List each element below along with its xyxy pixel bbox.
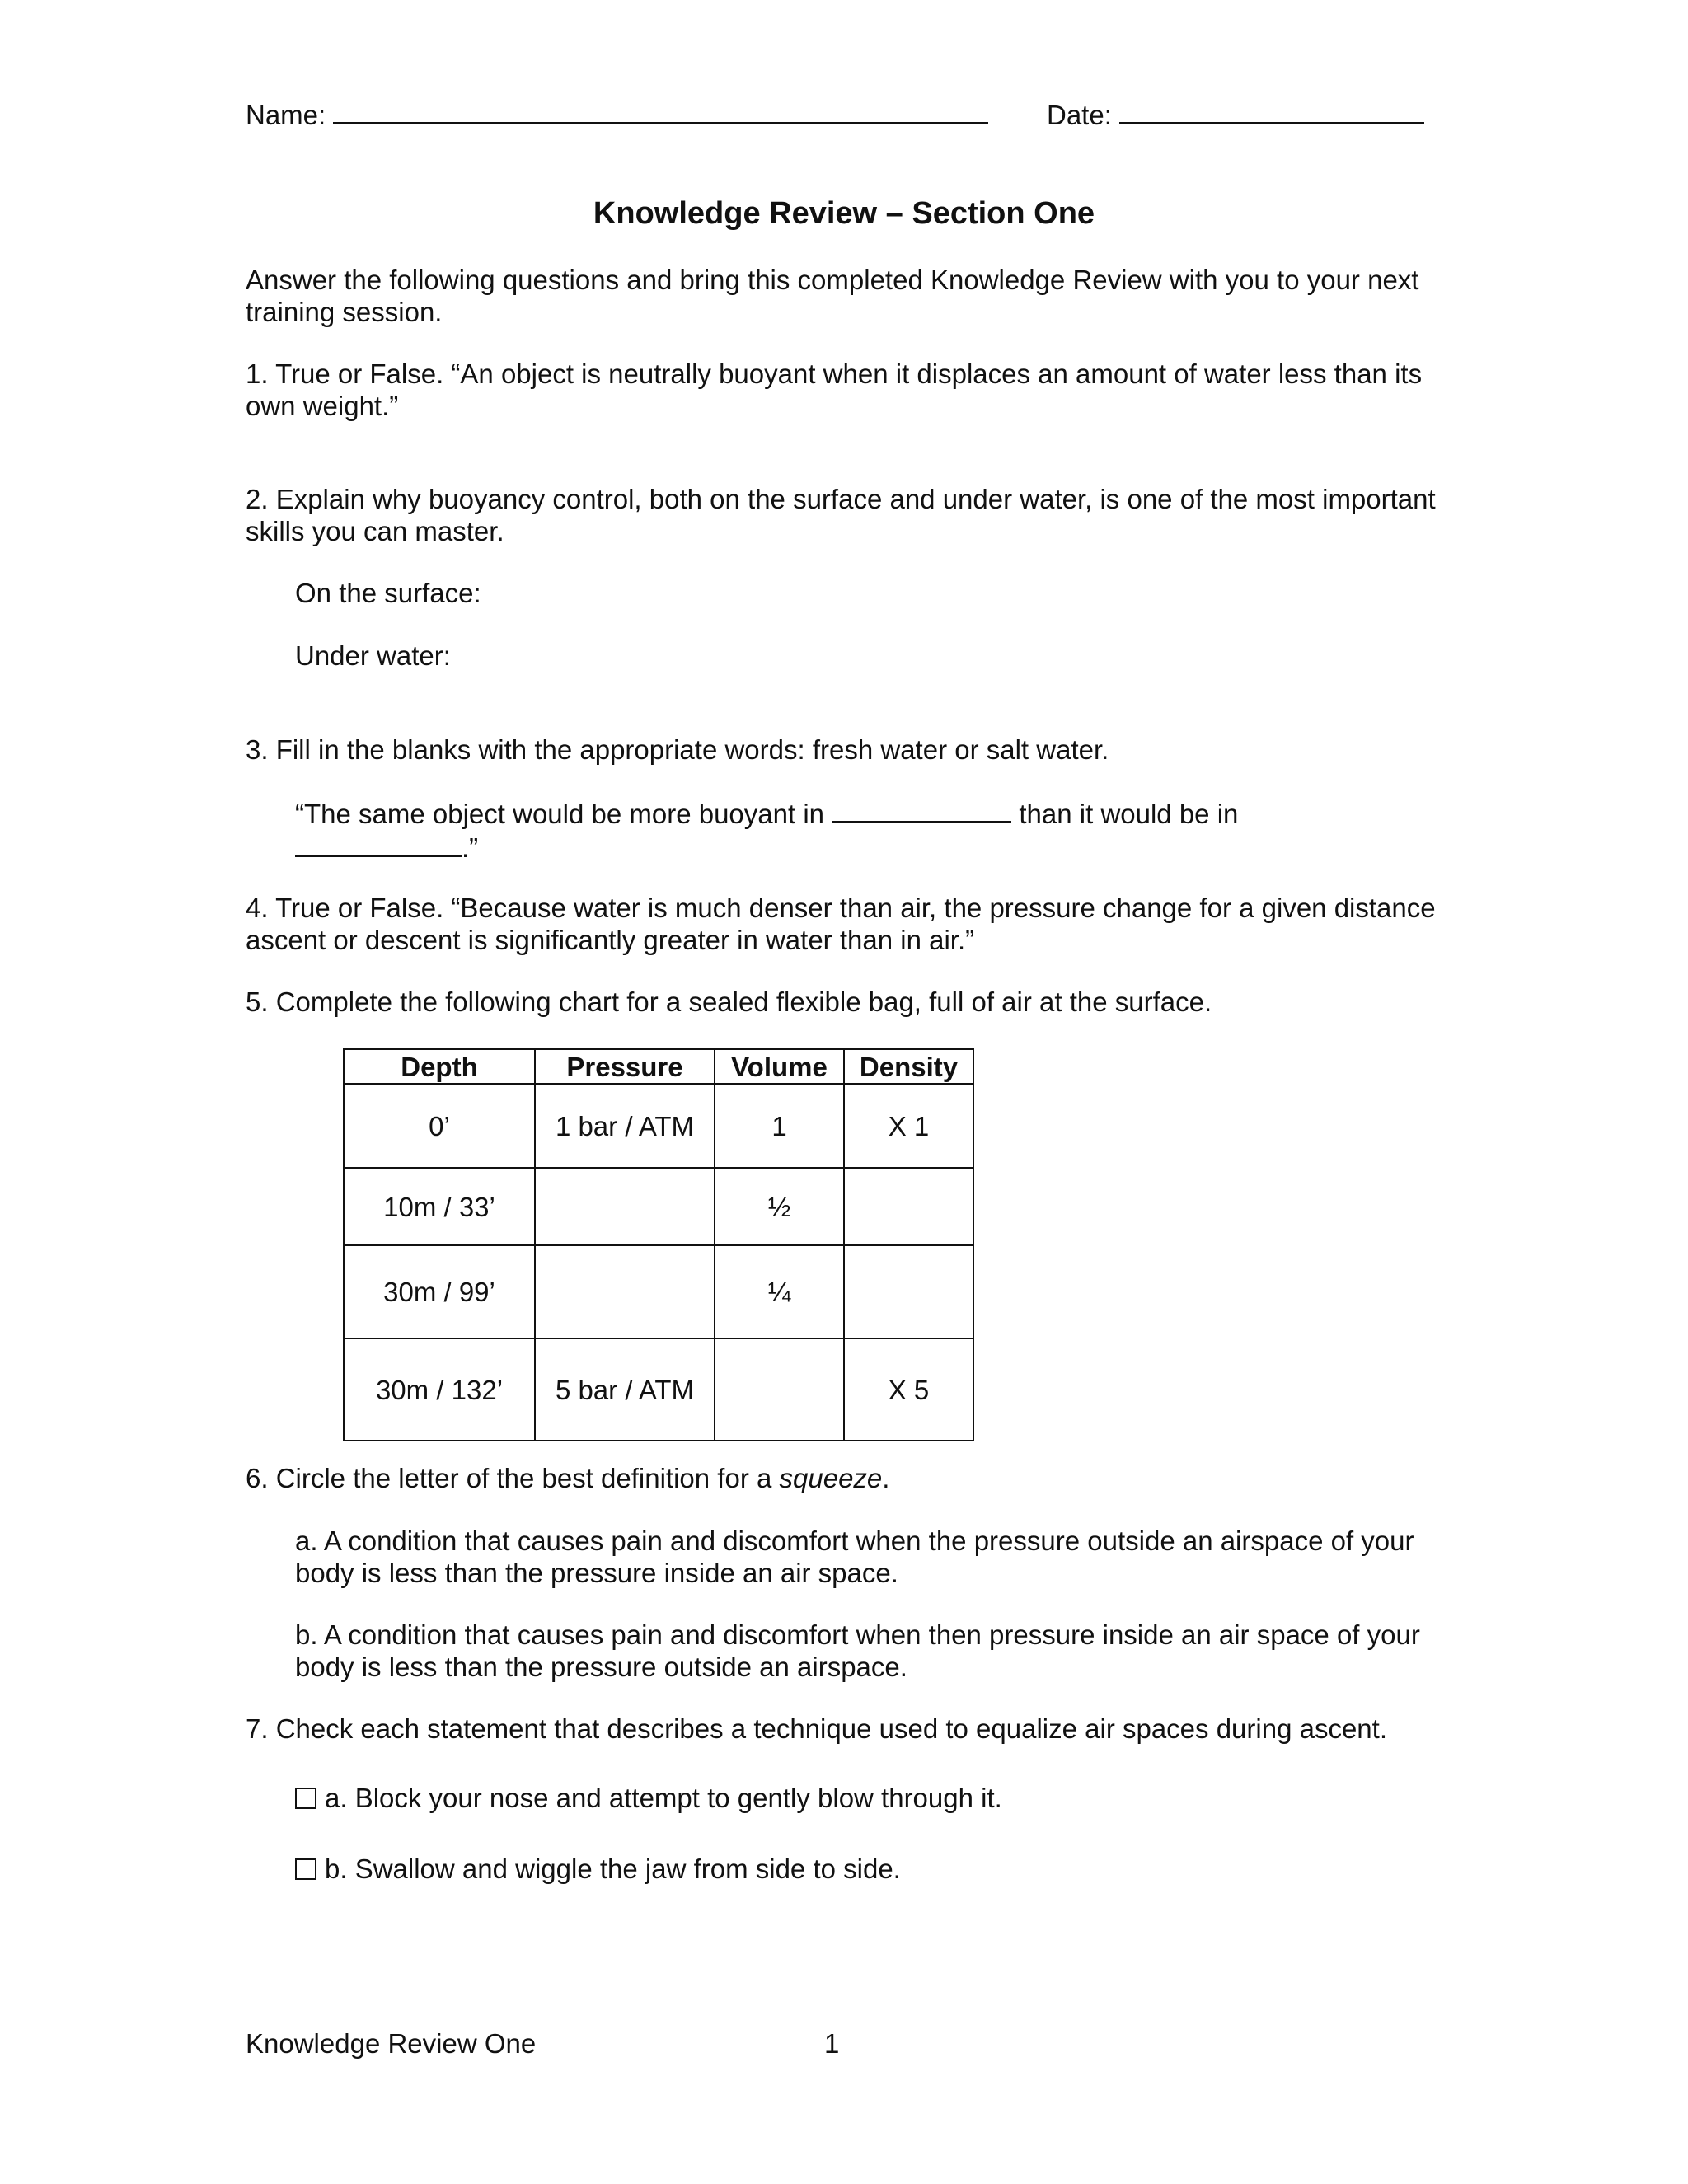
cell-depth: 10m / 33’ xyxy=(344,1168,535,1245)
question-3: 3. Fill in the blanks with the appropriate words: fresh water or salt water. xyxy=(246,734,1109,765)
fill-blank-2[interactable] xyxy=(295,830,462,857)
question-5: 5. Complete the following chart for a sealed flexible bag, full of air at the surface. xyxy=(246,987,1212,1017)
table-row xyxy=(344,1338,973,1441)
date-field xyxy=(1047,97,1424,131)
intro-text: Answer the following questions and bring this completed Knowledge Review with you to your next training session. xyxy=(246,265,1419,327)
checklist-item-a xyxy=(295,1782,1449,1814)
table-header-row xyxy=(344,1049,973,1084)
cell-density: X 1 xyxy=(844,1084,973,1168)
checkbox-b[interactable] xyxy=(295,1858,316,1880)
cell-volume: 1 xyxy=(715,1084,844,1168)
cell-pressure: 5 bar / ATM xyxy=(535,1338,715,1441)
header-pressure: Pressure xyxy=(535,1049,715,1084)
cell-density: X 5 xyxy=(844,1338,973,1441)
buoyancy-chart xyxy=(343,1048,974,1441)
cell-depth: 30m / 132’ xyxy=(344,1338,535,1441)
question-2: 2. Explain why buoyancy control, both on the surface and under water, is one of the most important skills you can master. xyxy=(246,484,1436,546)
page-number: 1 xyxy=(824,2028,840,2059)
question-6-period: . xyxy=(882,1463,890,1493)
question-1: 1. True or False. “An object is neutrally buoyant when it displaces an amount of water less than its own weight.” xyxy=(246,359,1423,421)
page-title: Knowledge Review – Section One xyxy=(593,196,1095,231)
cell-density[interactable] xyxy=(844,1245,973,1338)
question-6-term: squeeze xyxy=(779,1463,883,1493)
header-volume: Volume xyxy=(715,1049,844,1084)
checklist-item-b xyxy=(295,1853,1449,1885)
cell-pressure: 1 bar / ATM xyxy=(535,1084,715,1168)
sentence-end: .” xyxy=(462,832,479,863)
cell-depth: 0’ xyxy=(344,1084,535,1168)
option-a[interactable]: a. A condition that causes pain and discomfort when the pressure outside an airspace of your body is less than the pressure inside an air space. xyxy=(295,1526,1414,1588)
table-row xyxy=(344,1084,973,1168)
question-6 xyxy=(246,1462,1449,1494)
footer-label: Knowledge Review One xyxy=(246,2028,537,2059)
name-label: Name: xyxy=(246,100,326,130)
header-depth: Depth xyxy=(344,1049,535,1084)
checklist-a-label: a. Block your nose and attempt to gently blow through it. xyxy=(325,1783,1002,1813)
sentence-part-1: “The same object would be more buoyant in xyxy=(295,799,825,829)
cell-pressure[interactable] xyxy=(535,1245,715,1338)
cell-volume[interactable] xyxy=(715,1338,844,1441)
fill-blank-1[interactable] xyxy=(832,796,1011,823)
fill-in-sentence xyxy=(295,796,1449,864)
name-field xyxy=(246,97,988,131)
table-row xyxy=(344,1245,973,1338)
checkbox-a[interactable] xyxy=(295,1788,316,1809)
cell-volume: ½ xyxy=(715,1168,844,1245)
name-blank[interactable] xyxy=(333,97,988,124)
surface-label: On the surface: xyxy=(295,578,481,608)
cell-depth: 30m / 99’ xyxy=(344,1245,535,1338)
date-label: Date: xyxy=(1047,100,1112,130)
cell-volume: ¼ xyxy=(715,1245,844,1338)
sentence-part-2: than it would be in xyxy=(1019,799,1239,829)
date-blank[interactable] xyxy=(1119,97,1424,124)
underwater-label: Under water: xyxy=(295,640,451,671)
header-density: Density xyxy=(844,1049,973,1084)
checklist-b-label: b. Swallow and wiggle the jaw from side to side. xyxy=(325,1854,901,1884)
table-row xyxy=(344,1168,973,1245)
option-b[interactable]: b. A condition that causes pain and discomfort when then pressure inside an air space of your body is less than the pressure outside an airspace. xyxy=(295,1619,1420,1682)
question-6-text: 6. Circle the letter of the best definition for a xyxy=(246,1463,780,1493)
cell-pressure[interactable] xyxy=(535,1168,715,1245)
cell-density[interactable] xyxy=(844,1168,973,1245)
question-7: 7. Check each statement that describes a technique used to equalize air spaces during ascent. xyxy=(246,1713,1388,1744)
question-4: 4. True or False. “Because water is much denser than air, the pressure change for a given distance ascent or descent is significantly greater in water than in air.” xyxy=(246,893,1436,955)
